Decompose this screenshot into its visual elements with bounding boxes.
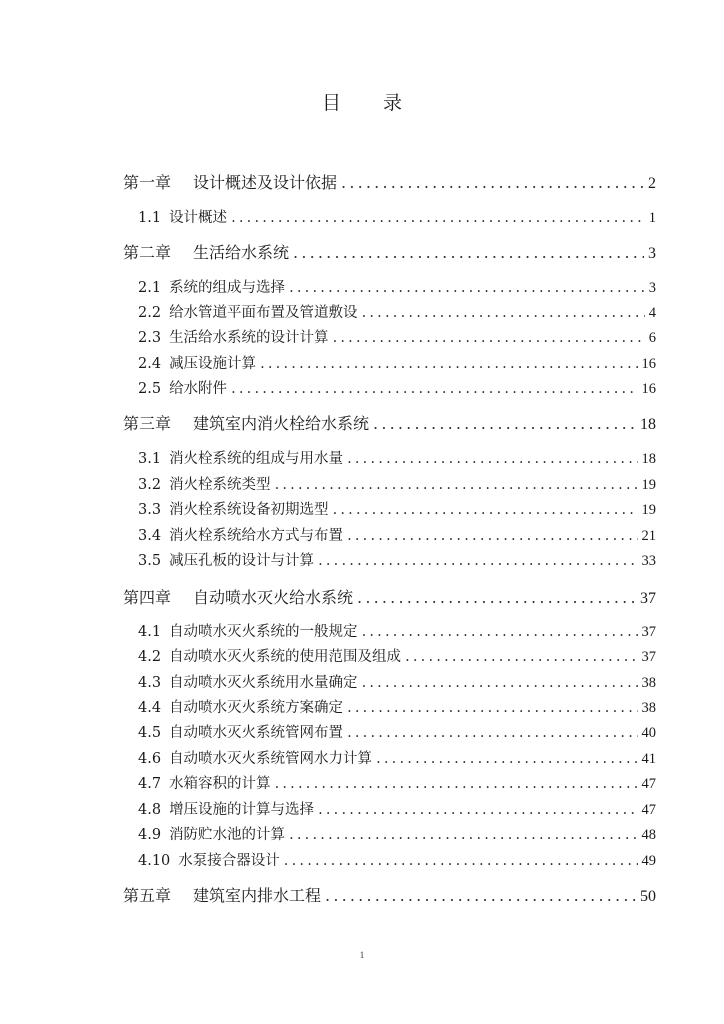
- toc-chapter-entry[interactable]: [123, 173, 656, 193]
- entry-page-number: 38: [641, 700, 656, 716]
- dot-leader: [333, 500, 638, 520]
- toc-section-entry[interactable]: [138, 208, 656, 228]
- entry-number: 4.4: [138, 700, 162, 716]
- entry-number: 第四章: [123, 588, 172, 607]
- entry-title: 自动喷水灭火给水系统: [193, 588, 354, 607]
- entry-page-number: 49: [641, 853, 656, 869]
- entry-title: 水箱容积的计算: [169, 776, 271, 792]
- entry-page-number: 3: [648, 245, 656, 262]
- entry-title: 设计概述: [169, 210, 228, 226]
- dot-leader: [405, 647, 637, 667]
- entry-title: 给水附件: [169, 381, 228, 397]
- entry-title: 水泵接合器设计: [178, 853, 280, 869]
- entry-title: 系统的组成与选择: [169, 280, 286, 296]
- dot-leader: [284, 851, 638, 871]
- entry-number: 4.9: [138, 827, 162, 843]
- dot-leader: [362, 673, 638, 693]
- dot-leader: [231, 379, 637, 399]
- entry-number: 2.3: [138, 330, 162, 346]
- entry-number: 4.10: [138, 853, 171, 869]
- toc-section-entry[interactable]: [138, 278, 656, 298]
- dot-leader: [362, 303, 645, 323]
- toc-section-entry[interactable]: [138, 500, 656, 520]
- entry-page-number: 37: [641, 649, 656, 665]
- dot-leader: [275, 475, 638, 495]
- entry-title: 自动喷水灭火系统的一般规定: [169, 624, 358, 640]
- toc-section-entry[interactable]: [138, 328, 656, 348]
- dot-leader: [376, 749, 637, 769]
- dot-leader: [289, 825, 637, 845]
- toc-section-entry[interactable]: [138, 800, 656, 820]
- entry-number: 2.5: [138, 381, 162, 397]
- entry-title: 建筑室内消火栓给水系统: [193, 414, 370, 433]
- dot-leader: [325, 886, 636, 906]
- dot-leader: [347, 698, 637, 718]
- entry-page-number: 37: [640, 590, 656, 607]
- toc-section-entry[interactable]: [138, 673, 656, 693]
- dot-leader: [347, 526, 637, 546]
- entry-title: 生活给水系统的设计计算: [169, 330, 329, 346]
- entry-title: 减压设施计算: [169, 356, 257, 372]
- toc-section-entry[interactable]: [138, 749, 656, 769]
- entry-number: 4.3: [138, 675, 162, 691]
- dot-leader: [318, 800, 637, 820]
- dot-leader: [373, 414, 636, 434]
- toc-chapter-entry[interactable]: [123, 243, 656, 263]
- entry-number: 3.4: [138, 528, 162, 544]
- dot-leader: [260, 354, 637, 374]
- entry-number: 2.2: [138, 305, 162, 321]
- entry-number: 2.4: [138, 356, 162, 372]
- entry-title: 自动喷水灭火系统方案确定: [169, 700, 344, 716]
- entry-title: 建筑室内排水工程: [193, 886, 322, 905]
- toc-chapter-entry[interactable]: [123, 588, 656, 608]
- toc-section-entry[interactable]: [138, 851, 656, 871]
- entry-page-number: 41: [641, 751, 656, 767]
- entry-title: 自动喷水灭火系统的使用范围及组成: [169, 649, 402, 665]
- entry-number: 2.1: [138, 280, 162, 296]
- entry-number: 4.6: [138, 751, 162, 767]
- dot-leader: [231, 208, 645, 228]
- entry-number: 第三章: [123, 414, 172, 433]
- toc-section-entry[interactable]: [138, 622, 656, 642]
- toc-section-entry[interactable]: [138, 379, 656, 399]
- entry-number: 3.2: [138, 477, 162, 493]
- entry-page-number: 2: [648, 175, 656, 192]
- entry-title: 增压设施的计算与选择: [169, 802, 315, 818]
- entry-page-number: 3: [648, 280, 656, 296]
- entry-number: 第一章: [123, 173, 172, 192]
- entry-page-number: 19: [641, 477, 656, 493]
- toc-section-entry[interactable]: [138, 303, 656, 323]
- entry-title: 自动喷水灭火系统管网水力计算: [169, 751, 373, 767]
- entry-title: 自动喷水灭火系统管网布置: [169, 725, 344, 741]
- dot-leader: [293, 243, 644, 263]
- entry-page-number: 18: [640, 416, 656, 433]
- entry-number: 4.7: [138, 776, 162, 792]
- dot-leader: [318, 551, 637, 571]
- entry-page-number: 16: [641, 356, 656, 372]
- entry-page-number: 47: [641, 802, 656, 818]
- entry-number: 第二章: [123, 243, 172, 262]
- entry-page-number: 1: [648, 210, 656, 226]
- toc-section-entry[interactable]: [138, 825, 656, 845]
- entry-page-number: 4: [648, 305, 656, 321]
- entry-title: 减压孔板的设计与计算: [169, 553, 315, 569]
- toc-section-entry[interactable]: [138, 449, 656, 469]
- entry-title: 消火栓系统设备初期选型: [169, 502, 329, 518]
- entry-title: 消火栓系统给水方式与布置: [169, 528, 344, 544]
- entry-number: 第五章: [123, 886, 172, 905]
- toc-section-entry[interactable]: [138, 723, 656, 743]
- entry-number: 3.3: [138, 502, 162, 518]
- toc-section-entry[interactable]: [138, 774, 656, 794]
- page-number: 1: [359, 950, 365, 960]
- dot-leader: [347, 723, 637, 743]
- toc-section-entry[interactable]: [138, 551, 656, 571]
- entry-number: 4.8: [138, 802, 162, 818]
- entry-page-number: 40: [641, 725, 656, 741]
- toc-section-entry[interactable]: [138, 647, 656, 667]
- entry-number: 4.2: [138, 649, 162, 665]
- entry-page-number: 47: [641, 776, 656, 792]
- dot-leader: [275, 774, 638, 794]
- entry-title: 消火栓系统的组成与用水量: [169, 451, 344, 467]
- entry-page-number: 50: [640, 888, 656, 905]
- toc-chapter-entry[interactable]: [123, 886, 656, 906]
- entry-page-number: 37: [641, 624, 656, 640]
- entry-page-number: 21: [641, 528, 656, 544]
- dot-leader: [333, 328, 645, 348]
- toc-chapter-entry[interactable]: [123, 414, 656, 434]
- entry-page-number: 16: [641, 381, 656, 397]
- entry-page-number: 33: [641, 553, 656, 569]
- entry-number: 3.5: [138, 553, 162, 569]
- entry-page-number: 6: [648, 330, 656, 346]
- entry-title: 消防贮水池的计算: [169, 827, 286, 843]
- dot-leader: [341, 173, 644, 193]
- entry-page-number: 38: [641, 675, 656, 691]
- entry-page-number: 48: [641, 827, 656, 843]
- dot-leader: [362, 622, 638, 642]
- dot-leader: [357, 588, 636, 608]
- entry-page-number: 19: [641, 502, 656, 518]
- entry-number: 4.5: [138, 725, 162, 741]
- entry-title: 消火栓系统类型: [169, 477, 271, 493]
- toc-section-entry[interactable]: [138, 698, 656, 718]
- toc-section-entry[interactable]: [138, 354, 656, 374]
- dot-leader: [289, 278, 645, 298]
- entry-page-number: 18: [641, 451, 656, 467]
- entry-title: 自动喷水灭火系统用水量确定: [169, 675, 358, 691]
- toc-section-entry[interactable]: [138, 475, 656, 495]
- toc-section-entry[interactable]: [138, 526, 656, 546]
- entry-number: 1.1: [138, 210, 162, 226]
- entry-title: 生活给水系统: [193, 243, 290, 262]
- page-title: 目 录: [321, 92, 421, 114]
- dot-leader: [347, 449, 637, 469]
- entry-title: 给水管道平面布置及管道敷设: [169, 305, 358, 321]
- entry-number: 4.1: [138, 624, 162, 640]
- entry-title: 设计概述及设计依据: [193, 173, 338, 192]
- entry-number: 3.1: [138, 451, 162, 467]
